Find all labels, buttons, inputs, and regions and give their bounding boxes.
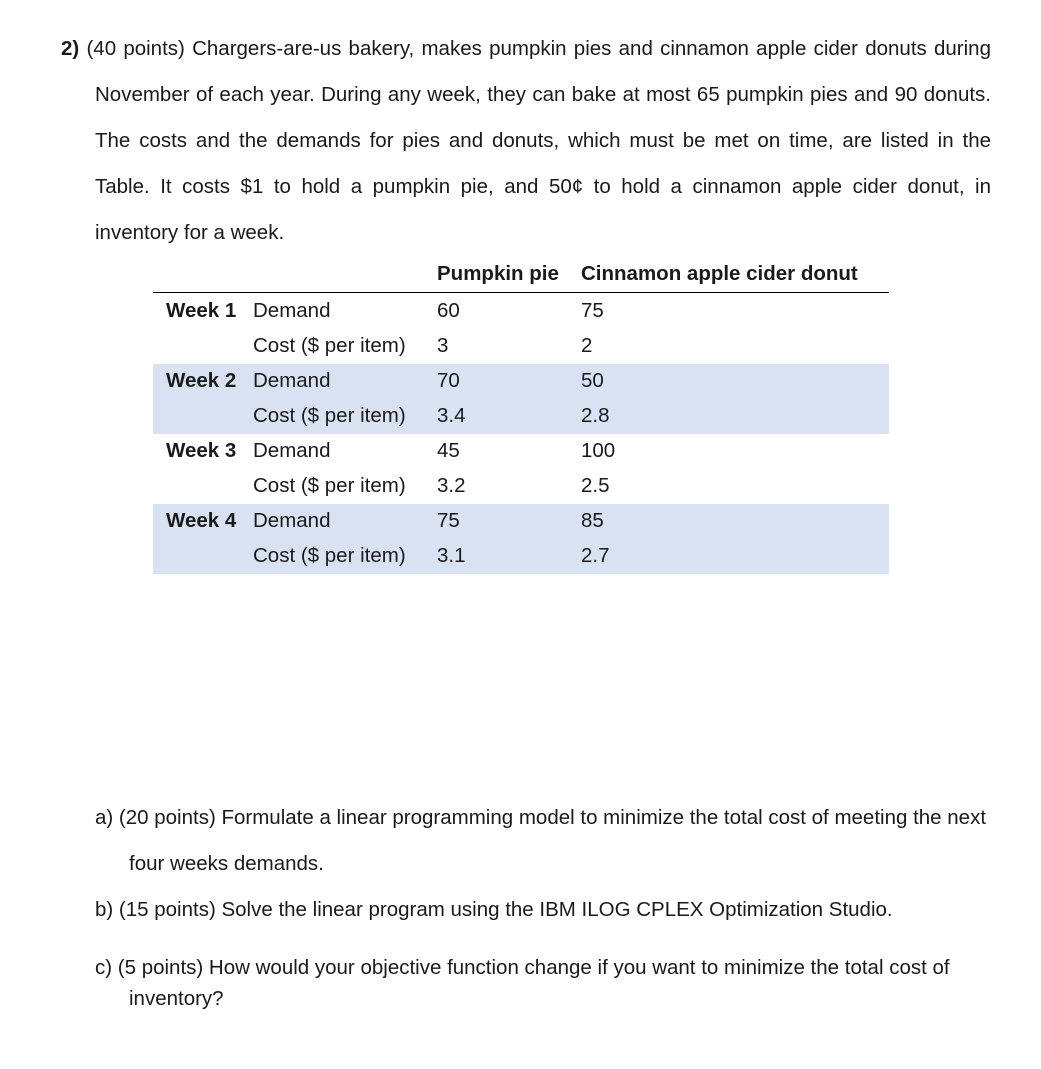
part-b: b) (15 points) Solve the linear program using the IBM ILOG CPLEX Optimization Studio. xyxy=(95,898,893,921)
problem-parts xyxy=(95,795,995,1014)
part-a: a) (20 points) Formulate a linear programming model to minimize the total cost of meeting the next four weeks demands. xyxy=(95,806,987,875)
table-row xyxy=(153,504,889,538)
pie-cost: 3.1 xyxy=(437,538,581,574)
donut-cost: 2 xyxy=(581,334,593,357)
table-row xyxy=(153,538,889,574)
problem-text: (40 points) Chargers-are-us bakery, makes pumpkin pies and cinnamon apple cider donuts during November of each year. During any week, they can bake at most 65 pumpkin pies and 90 donuts. The costs and the demands for pies and donuts, which must be met on time, are listed in the Table. It costs $1 to hold a pumpkin pie, and 50¢ to hold a cinnamon apple cider donut, in inventory for a week. xyxy=(86,37,991,244)
donut-cost: 2.8 xyxy=(581,398,889,434)
donut-cost: 2.7 xyxy=(581,538,889,574)
pie-demand: 45 xyxy=(437,439,460,462)
cost-label: Cost ($ per item) xyxy=(253,334,406,357)
pie-demand: 70 xyxy=(437,364,581,398)
week-label: Week 3 xyxy=(166,439,237,462)
table-row xyxy=(153,293,889,329)
pie-demand: 75 xyxy=(437,504,581,538)
week-label: Week 4 xyxy=(153,504,253,538)
cost-label: Cost ($ per item) xyxy=(253,398,437,434)
pie-cost: 3.4 xyxy=(437,398,581,434)
header-donut: Cinnamon apple cider donut xyxy=(581,256,889,293)
table-row xyxy=(153,434,889,468)
problem-number: 2) xyxy=(61,37,80,60)
demand-label: Demand xyxy=(253,439,331,462)
donut-demand: 75 xyxy=(581,299,604,322)
donut-demand: 85 xyxy=(581,504,889,538)
table-row xyxy=(153,398,889,434)
week-label: Week 2 xyxy=(153,364,253,398)
demand-label: Demand xyxy=(253,504,437,538)
donut-demand: 50 xyxy=(581,364,889,398)
cost-demand-table xyxy=(153,256,889,574)
donut-demand: 100 xyxy=(581,439,616,462)
table-row xyxy=(153,328,889,364)
problem-statement xyxy=(61,26,991,256)
demand-label: Demand xyxy=(253,364,437,398)
cost-label: Cost ($ per item) xyxy=(253,538,437,574)
table-row xyxy=(153,364,889,398)
cost-label: Cost ($ per item) xyxy=(253,474,406,497)
pie-cost: 3 xyxy=(437,334,449,357)
pie-cost: 3.2 xyxy=(437,474,466,497)
table-header-row xyxy=(153,256,889,293)
week-label: Week 1 xyxy=(166,299,237,322)
donut-cost: 2.5 xyxy=(581,474,610,497)
demand-label: Demand xyxy=(253,299,331,322)
header-pumpkin-pie: Pumpkin pie xyxy=(437,256,581,293)
part-c: c) (5 points) How would your objective function change if you want to minimize the total cost of inventory? xyxy=(95,956,950,1010)
table-row xyxy=(153,468,889,504)
pie-demand: 60 xyxy=(437,299,460,322)
